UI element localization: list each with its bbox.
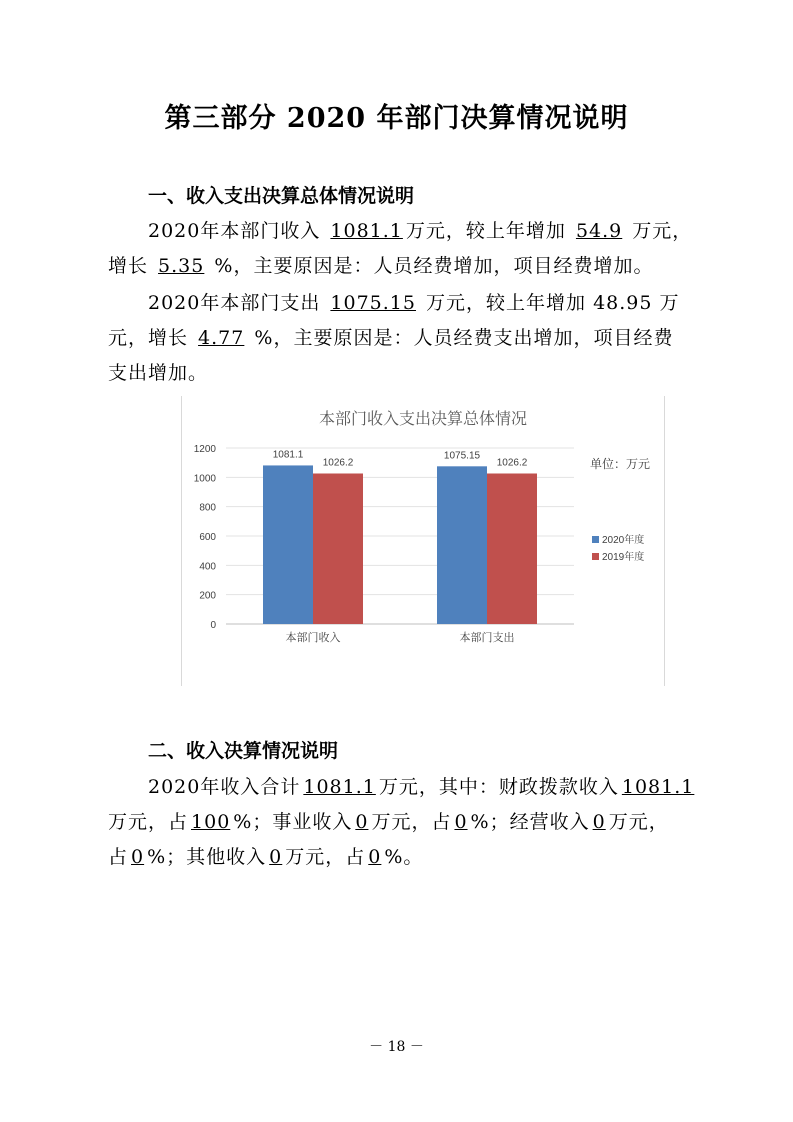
data-label: 1026.2 <box>322 457 354 469</box>
y-tick-label: 1200 <box>193 444 216 455</box>
section2-heading: 二、收入决算情况说明 <box>148 740 339 762</box>
section1-heading: 一、收入支出决算总体情况说明 <box>148 185 415 207</box>
text: 元，增长 <box>108 327 196 349</box>
text: 万元， <box>608 811 669 833</box>
legend-label: 2019年度 <box>602 552 645 563</box>
expense-rate-value: 4.77 <box>198 327 245 349</box>
text: 2020年本部门支出 <box>148 292 328 314</box>
other-pct-value: 0 <box>368 846 382 868</box>
legend-swatch <box>592 536 599 543</box>
text: 万元，占 <box>108 811 189 833</box>
text: 增长 <box>108 255 156 277</box>
section1-paragraph2 <box>108 286 698 391</box>
text: 占 <box>108 846 129 868</box>
y-tick-label: 800 <box>199 502 216 514</box>
op-income-value: 0 <box>592 811 606 833</box>
legend-label: 2020年度 <box>602 535 645 546</box>
data-label: 1081.1 <box>272 449 304 461</box>
text: 万元，较上年增加 <box>405 220 573 242</box>
text: 2020年本部门收入 <box>148 220 328 242</box>
biz-income-value: 0 <box>355 811 369 833</box>
bar-2020年度-本部门支出 <box>437 466 487 624</box>
text: 万元，占 <box>371 811 452 833</box>
data-label: 1075.15 <box>443 450 481 462</box>
bar-2019年度-本部门收入 <box>313 473 363 624</box>
page-number: － 18 － <box>369 1039 424 1055</box>
legend-swatch <box>592 553 599 560</box>
bar-2019年度-本部门支出 <box>487 473 537 624</box>
expense-value: 1075.15 <box>330 292 416 314</box>
x-tick-label: 本部门支出 <box>459 632 515 644</box>
text: 支出增加。 <box>108 362 209 384</box>
text: %；经营收入 <box>470 811 590 833</box>
chart-title: 本部门收入支出决算总体情况 <box>318 411 528 428</box>
text: 万元，其中：财政拨款收入 <box>378 776 619 798</box>
text: %；事业收入 <box>233 811 353 833</box>
summary-bar-chart <box>181 396 665 686</box>
y-tick-label: 400 <box>199 561 216 573</box>
y-tick-label: 200 <box>199 590 216 602</box>
unit-label: 单位：万元 <box>590 457 651 471</box>
text: %，主要原因是：人员经费支出增加，项目经费 <box>247 327 674 349</box>
text: %，主要原因是：人员经费增加，项目经费增加。 <box>207 255 654 277</box>
text: %。 <box>384 846 424 868</box>
fiscal-income-value: 1081.1 <box>621 776 695 798</box>
data-label: 1026.2 <box>496 457 528 469</box>
y-tick-label: 600 <box>199 532 216 543</box>
fiscal-pct-value: 100 <box>191 811 231 833</box>
text: 万元，占 <box>285 846 366 868</box>
x-tick-label: 本部门收入 <box>285 632 341 644</box>
text: %；其他收入 <box>147 846 267 868</box>
income-value: 1081.1 <box>330 220 403 242</box>
total-income-value: 1081.1 <box>303 776 376 798</box>
text: 万元， <box>625 220 693 242</box>
income-rate-value: 5.35 <box>158 255 205 277</box>
y-tick-label: 0 <box>210 620 216 631</box>
text: 2020年收入合计 <box>148 776 301 798</box>
section1-paragraph1 <box>108 214 698 284</box>
other-income-value: 0 <box>269 846 283 868</box>
text: 万元，较上年增加 48.95 万 <box>418 292 680 314</box>
page-title: 第三部分 2020 年部门决算情况说明 <box>164 103 629 134</box>
op-pct-value: 0 <box>131 846 145 868</box>
section2-paragraph <box>108 770 698 875</box>
income-increase-value: 54.9 <box>575 220 623 242</box>
biz-pct-value: 0 <box>454 811 468 833</box>
chart-svg <box>182 396 664 686</box>
bar-2020年度-本部门收入 <box>263 465 313 624</box>
y-tick-label: 1000 <box>193 473 216 485</box>
